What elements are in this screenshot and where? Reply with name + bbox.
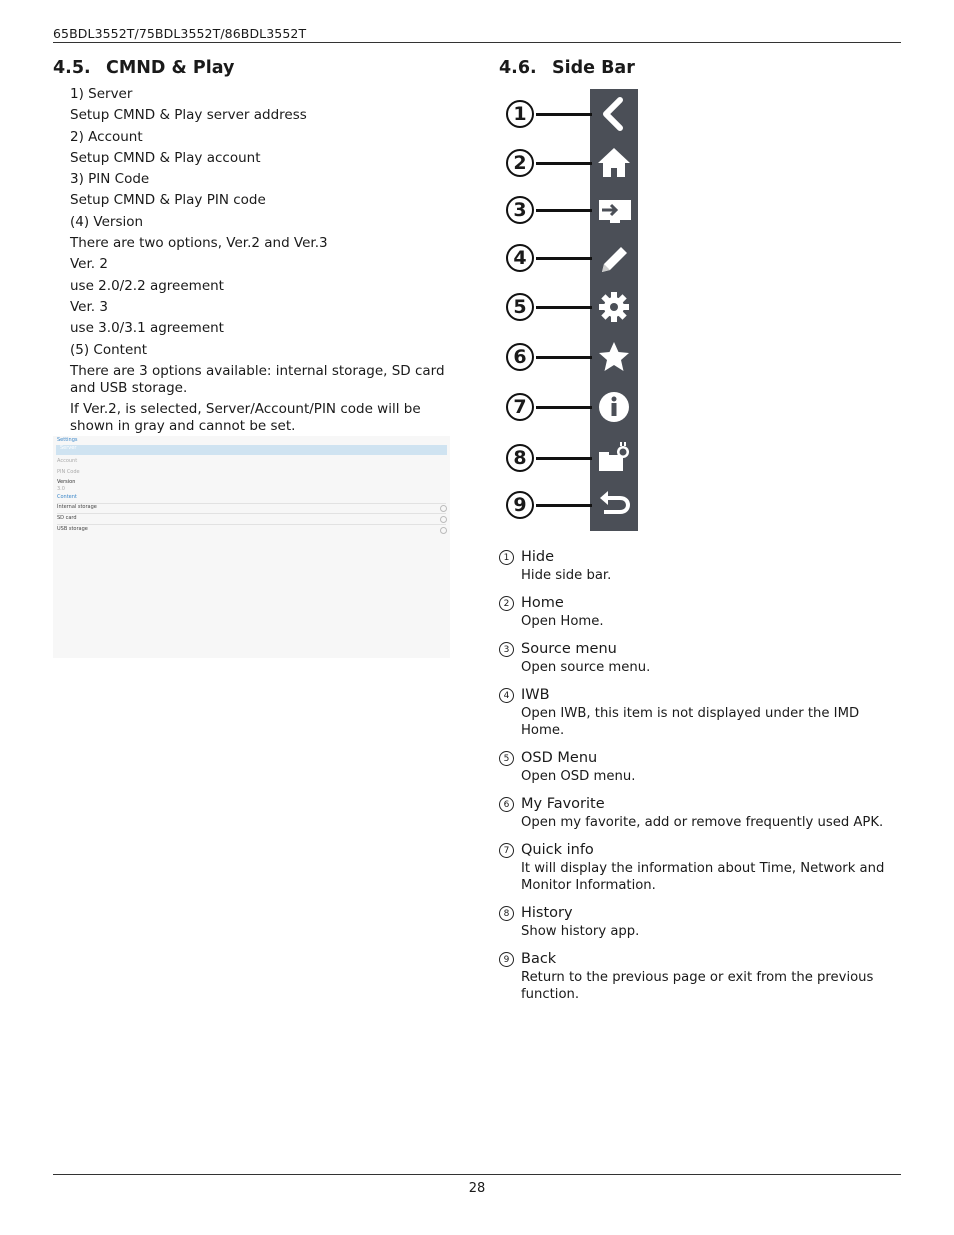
item-title: My Favorite — [521, 796, 605, 812]
item-number-badge: 6 — [499, 797, 514, 812]
item-title: Source menu — [521, 641, 617, 657]
body-line: There are 3 options available: internal storage, SD card and USB storage. — [70, 362, 445, 396]
section-number: 4.6. — [499, 58, 537, 78]
body-line: There are two options, Ver.2 and Ver.3 — [70, 235, 328, 252]
radio-icon[interactable] — [440, 527, 447, 534]
return-arrow-icon[interactable] — [590, 485, 638, 525]
side-bar-items — [499, 548, 899, 1013]
callout-line — [536, 406, 592, 409]
callout-number: 5 — [506, 293, 534, 321]
item-title: Back — [521, 951, 557, 967]
list-item — [499, 795, 899, 831]
option-label: Internal storage — [57, 504, 97, 510]
callout-number: 3 — [506, 196, 534, 224]
body-line: use 2.0/2.2 agreement — [70, 277, 224, 294]
body-line: Setup CMND & Play server address — [70, 107, 307, 124]
body-line: 2) Account — [70, 128, 143, 145]
star-icon[interactable] — [590, 337, 638, 377]
item-description: Return to the previous page or exit from the previous function. — [521, 970, 874, 1002]
info-icon[interactable] — [590, 387, 638, 427]
body-line: use 3.0/3.1 agreement — [70, 320, 224, 337]
item-title: Quick info — [521, 842, 594, 858]
item-number-badge: 1 — [499, 550, 514, 565]
item-title: Home — [521, 595, 564, 611]
callout-number: 6 — [506, 343, 534, 371]
callout-number: 9 — [506, 491, 534, 519]
list-item — [499, 640, 899, 676]
body-line: Ver. 3 — [70, 298, 108, 315]
item-number-badge: 2 — [499, 596, 514, 611]
settings-content-heading: Content — [57, 494, 77, 500]
settings-divider — [57, 524, 446, 525]
callout-line — [536, 209, 592, 212]
option-label: SD card — [57, 515, 77, 521]
item-description: Open Home. — [521, 614, 604, 629]
settings-version-value: 3.0 — [57, 486, 65, 492]
body-line: (5) Content — [70, 341, 148, 358]
settings-row-server[interactable] — [56, 445, 447, 455]
list-item — [499, 594, 899, 630]
section-number: 4.5. — [53, 58, 91, 78]
item-description: Open my favorite, add or remove frequently used APK. — [521, 815, 884, 830]
list-item — [499, 841, 899, 894]
item-number-badge: 5 — [499, 751, 514, 766]
item-number-badge: 7 — [499, 843, 514, 858]
body-line: If Ver.2, is selected, Server/Account/PIN code will be shown in gray and cannot be set. — [70, 401, 421, 435]
option-label: USB storage — [57, 526, 88, 532]
list-item — [499, 686, 899, 739]
settings-heading: Settings — [57, 437, 78, 443]
settings-option-internal[interactable] — [57, 504, 446, 510]
list-item — [499, 548, 899, 584]
section-heading — [53, 58, 453, 82]
item-title: IWB — [521, 687, 550, 703]
callout-number: 8 — [506, 444, 534, 472]
item-number-badge: 8 — [499, 906, 514, 921]
section-title: CMND & Play — [106, 58, 235, 78]
side-bar-section — [499, 58, 899, 82]
section-heading — [499, 58, 899, 82]
radio-icon[interactable] — [440, 505, 447, 512]
list-item — [499, 904, 899, 940]
body-line: Setup CMND & Play account — [70, 149, 261, 166]
body-line: Setup CMND & Play PIN code — [70, 192, 266, 209]
settings-row-version[interactable]: Version — [57, 479, 76, 485]
body-line: (4) Version — [70, 213, 144, 230]
body-line: 3) PIN Code — [70, 171, 150, 188]
item-description: Open OSD menu. — [521, 769, 636, 784]
callout-number: 2 — [506, 149, 534, 177]
list-item — [499, 749, 899, 785]
body-line: Ver. 2 — [70, 256, 108, 273]
item-description: It will display the information about Time, Network and Monitor Information. — [521, 861, 885, 893]
callout-line — [536, 306, 592, 309]
item-description: Open source menu. — [521, 660, 651, 675]
radio-icon[interactable] — [440, 516, 447, 523]
callout-number: 1 — [506, 100, 534, 128]
settings-screenshot — [53, 436, 450, 658]
body-line: 1) Server — [70, 86, 133, 102]
item-title: History — [521, 905, 573, 921]
footer-rule — [53, 1174, 901, 1175]
callout-line — [536, 113, 592, 116]
item-number-badge: 9 — [499, 952, 514, 967]
header-rule — [53, 42, 901, 43]
back-chevron-icon[interactable] — [590, 94, 638, 134]
item-description: Show history app. — [521, 924, 640, 939]
item-description: Open IWB, this item is not displayed under the IMD Home. — [521, 706, 860, 738]
cmnd-play-section — [53, 58, 453, 439]
callout-number: 7 — [506, 393, 534, 421]
settings-divider — [57, 513, 446, 514]
item-title: OSD Menu — [521, 750, 598, 766]
item-number-badge: 4 — [499, 688, 514, 703]
history-icon[interactable] — [590, 438, 638, 478]
settings-row-account[interactable]: Account — [57, 458, 78, 464]
callout-line — [536, 257, 592, 260]
item-description: Hide side bar. — [521, 568, 612, 583]
item-number-badge: 3 — [499, 642, 514, 657]
callout-number: 4 — [506, 244, 534, 272]
pen-icon[interactable] — [590, 238, 638, 278]
section-body — [70, 86, 453, 435]
settings-row-label: Server — [60, 445, 77, 451]
callout-line — [536, 162, 592, 165]
gear-icon[interactable] — [590, 287, 638, 327]
list-item — [499, 950, 899, 1003]
document-header: 65BDL3552T/75BDL3552T/86BDL3552T — [53, 26, 307, 41]
page-number: 28 — [468, 1181, 486, 1196]
item-title: Hide — [521, 549, 555, 565]
settings-row-pin[interactable]: PIN Code — [57, 469, 80, 475]
source-input-icon[interactable] — [590, 190, 638, 230]
section-title: Side Bar — [552, 58, 635, 78]
settings-option-usb[interactable] — [57, 526, 446, 532]
callout-line — [536, 457, 592, 460]
callout-line — [536, 504, 592, 507]
callout-line — [536, 356, 592, 359]
home-icon[interactable] — [590, 143, 638, 183]
side-bar-figure — [506, 89, 638, 531]
settings-option-sd[interactable] — [57, 515, 446, 521]
